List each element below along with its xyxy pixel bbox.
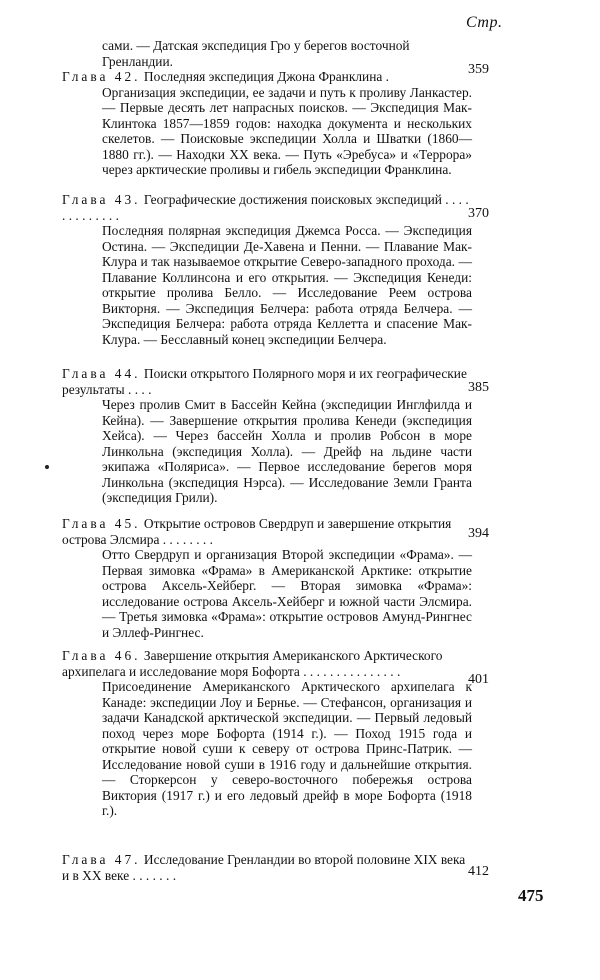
chapter-label: Глава 43. bbox=[62, 192, 141, 207]
chapter-title: Последняя экспедиция Джона Франклина . bbox=[143, 69, 390, 84]
chapter-45 bbox=[62, 516, 472, 640]
chapter-47 bbox=[62, 852, 472, 883]
chapter-heading bbox=[62, 648, 472, 679]
chapter-page-number: 394 bbox=[468, 526, 489, 541]
chapter-heading bbox=[62, 516, 472, 547]
chapter-label: Глава 45. bbox=[62, 516, 141, 531]
chapter-43 bbox=[62, 192, 472, 347]
chapter-title: Географические достижения поисковых экспедиций . . . . . . . . . . . . . bbox=[62, 192, 469, 223]
chapter-title: Завершение открытия Американского Арктического архипелага и исследование моря Бофорта . . . . . . . . . . . . . . . bbox=[62, 648, 443, 679]
chapter-summary: Присоединение Американского Арктического архипелага к Канаде: экспедиции Лоу и Бернье. — Стефансон, организация и задачи Канадской арктической экспедиции. — Первый ледовый поход через море Бофорта (1914 г.). — Поход 1915 года и открытие новой суши к северу от острова Принс-Патрик. — Исследование новой суши в 1916 году и дальнейшие открытия. — Сторкерсон у северо-восточного побережья острова Виктория (1917 г.) и его ледовый дрейф в море Бофорта (1918 г.). bbox=[102, 679, 472, 818]
chapter-summary: Отто Свердруп и организация Второй экспедиции «Фрама». — Первая зимовка «Фрама» в Американской Арктике: открытие острова Аксель-Хейберг. — Вторая зимовка «Фрама»: исследование острова Аксель-Хейберг и южной части Элсмира. — Третья зимовка «Фрама»: открытие островов Амунд-Рингнес и Эллеф-Рингнес. bbox=[102, 547, 472, 640]
chapter-page-number: 385 bbox=[468, 380, 489, 395]
chapter-heading bbox=[62, 192, 472, 223]
chapter-title: Поиски открытого Полярного моря и их географические результаты . . . . bbox=[62, 366, 467, 397]
chapter-page-number: 412 bbox=[468, 864, 489, 879]
chapter-summary: Последняя полярная экспедиция Джемса Росса. — Экспедиция Остина. — Экспедиции Де-Хавена и Пенни. — Плавание Мак-Клура и так называемое открытие Северо-западного прохода. — Плавание Коллинсона и его открытия. — Экспедиция Кенеди: открытие пролива Белло. — Исследование Реем острова Викторня. — Экспедиция Белчера: работа отряда Белчера. — Экспедиция Белчера: работа отряда Келлетта и спасение Мак-Клура. — Бесславный конец экспедиции Белчера. bbox=[102, 223, 472, 347]
continuation-text: сами. — Датская экспедиция Гро у берегов восточной Гренландии. bbox=[102, 38, 410, 69]
print-speck bbox=[45, 465, 49, 469]
chapter-page-number: 359 bbox=[468, 62, 489, 77]
chapter-label: Глава 44. bbox=[62, 366, 141, 381]
chapter-title: Исследование Гренландии во второй половине XIX века и в XX веке . . . . . . . bbox=[62, 852, 466, 883]
chapter-44 bbox=[62, 366, 472, 506]
chapter-heading bbox=[62, 69, 472, 85]
chapter-label: Глава 42. bbox=[62, 69, 141, 84]
chapter-heading bbox=[62, 366, 472, 397]
chapter-42 bbox=[62, 69, 472, 178]
chapter-46 bbox=[62, 648, 472, 819]
chapter-heading bbox=[62, 852, 472, 883]
chapter-title: Открытие островов Свердруп и завершение открытия острова Элсмира . . . . . . . . bbox=[62, 516, 452, 547]
chapter-label: Глава 46. bbox=[62, 648, 141, 663]
chapter-page-number: 401 bbox=[468, 672, 489, 687]
chapter-summary: Через пролив Смит в Бассейн Кейна (экспедиции Инглфилда и Кейна). — Завершение открытия пролива Кенеди (экспедиция Хейса). — Через бассейн Холла и пролив Робсон в море Линкольна (экспедиция Холла). — Дрейф на льдине части экипажа «Поляриса». — Первое исследование берегов моря Линкольна (экспедиция Нэрса). — Исследование Земли Гранта (экспедиция Грили). bbox=[102, 397, 472, 505]
chapter-summary: Организация экспедиции, ее задачи и путь к проливу Ланкастер. — Первые десять лет напрасных поисков. — Экспедиция Мак-Клинтока 1857—1859 годов: находка документа и нескольких скелетов. — Поисковые экспедиции Холла и Шватки (1860—1880 гг.). — Находки XX века. — Путь «Эребуса» и «Террора» через арктические проливы и гибель экспедиции Франклина. bbox=[102, 84, 472, 177]
chapter-page-number: 370 bbox=[468, 206, 489, 221]
page-column-header: Стр. bbox=[466, 14, 503, 31]
page-folio-number: 475 bbox=[518, 886, 544, 905]
chapter-label: Глава 47. bbox=[62, 852, 141, 867]
